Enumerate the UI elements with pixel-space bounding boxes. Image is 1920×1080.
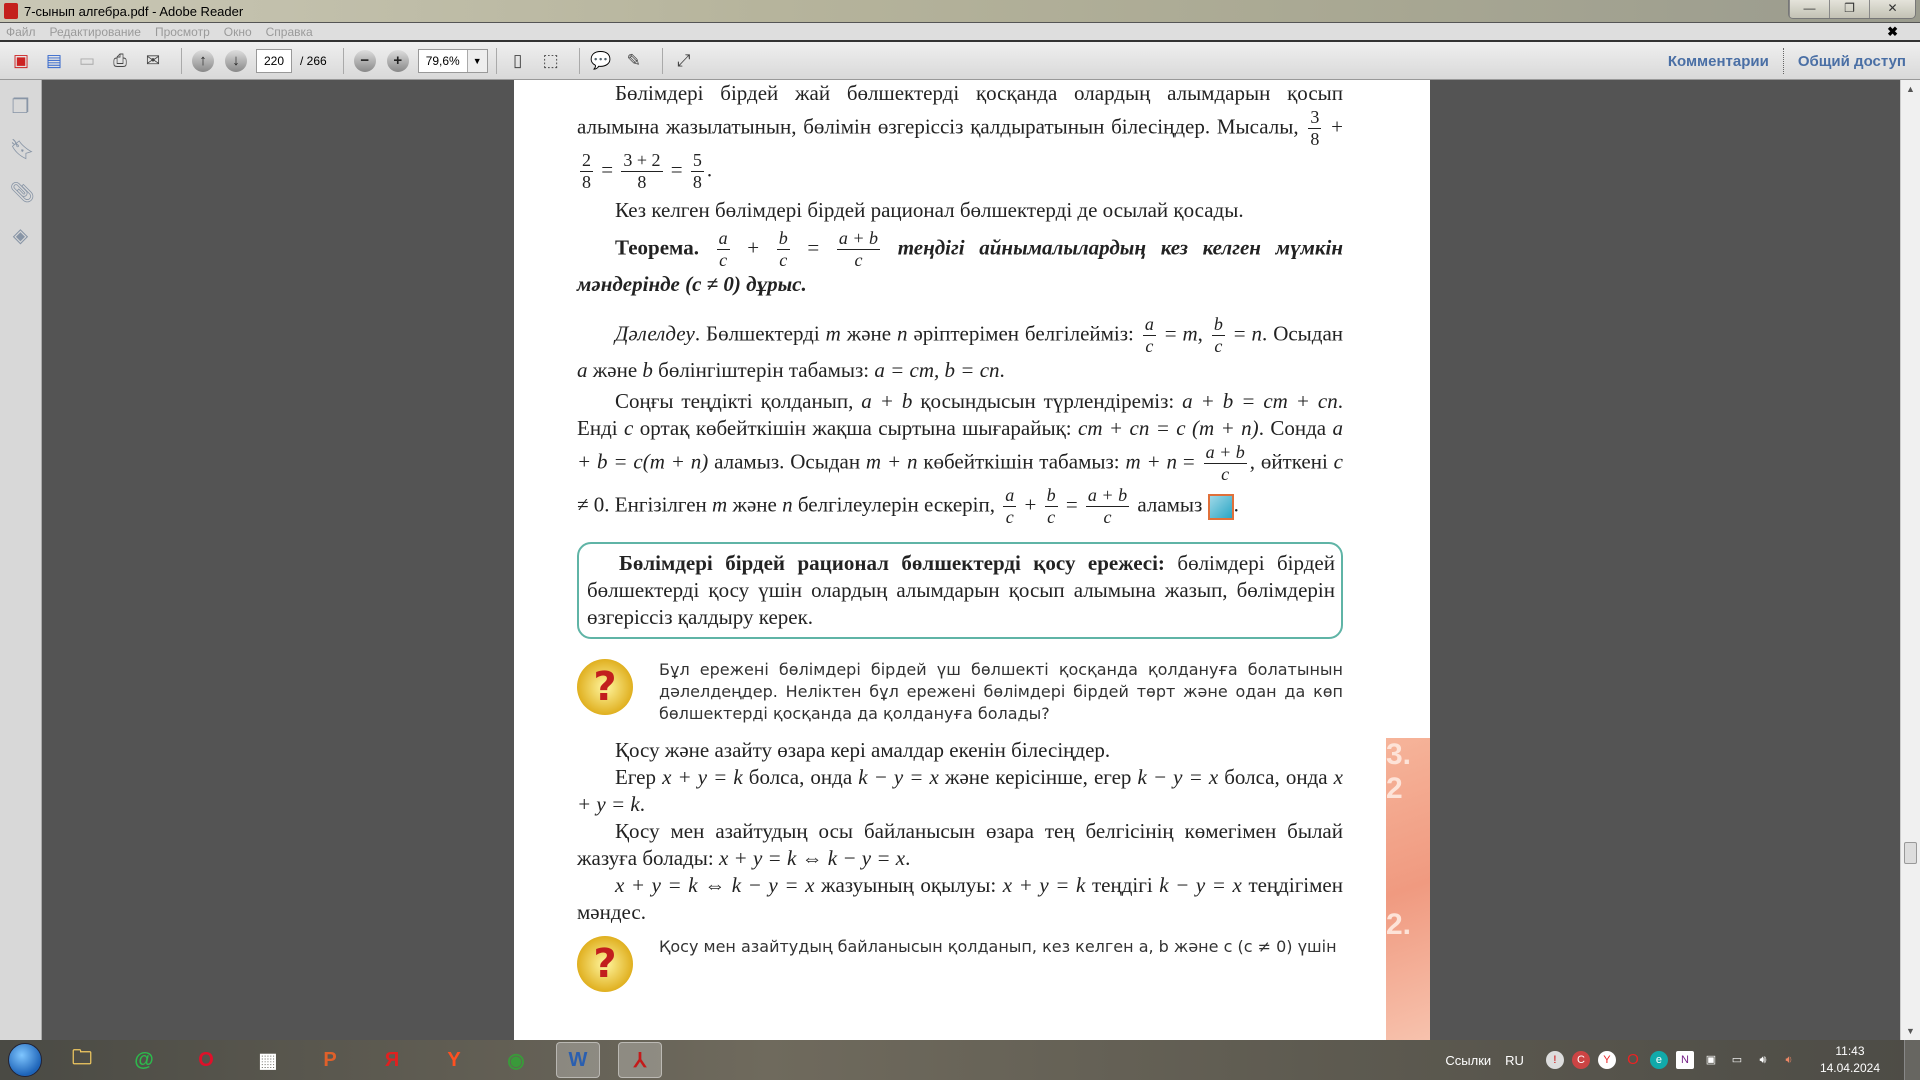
fit-width-icon[interactable]: ⬚ bbox=[542, 50, 559, 70]
denominator: c bbox=[1103, 507, 1112, 527]
math-italic: x + y = k bbox=[577, 765, 1343, 816]
text: болса, онда bbox=[1218, 765, 1334, 789]
yandex-icon[interactable]: Y bbox=[1598, 1051, 1616, 1069]
menu-help[interactable]: Справка bbox=[265, 24, 313, 39]
fraction bbox=[1003, 485, 1016, 528]
fraction bbox=[837, 228, 880, 271]
math-italic: a + b = c(m + n) bbox=[577, 416, 1344, 474]
text: көбейткішін табамыз: bbox=[917, 449, 1126, 474]
text: = bbox=[1158, 321, 1183, 346]
taskbar-chrome-icon[interactable]: ◉ bbox=[507, 1049, 525, 1072]
denominator: c bbox=[1145, 336, 1154, 356]
text: = bbox=[1177, 449, 1201, 474]
denominator: c bbox=[1005, 507, 1014, 527]
bold-text: Теорема. bbox=[615, 235, 714, 260]
denominator: c bbox=[779, 250, 788, 270]
pdf-page bbox=[514, 80, 1430, 1040]
chevron-down-icon[interactable]: ▼ bbox=[467, 50, 487, 72]
text: = bbox=[596, 157, 619, 182]
text: ортақ көбейткішін жақша сыртына шығарайық: bbox=[633, 416, 1079, 440]
text: және bbox=[727, 492, 783, 517]
text: , өйткені bbox=[1249, 449, 1334, 474]
question-text: Бұл ережені бөлімдері бірдей үш бөлшекті қосқанда қолдануға болатынын дәлелдеңдер. Неліктен бұл ережені бөлімдері бірдей төрт және одан да көп бөлшектерді қосқанда да қолдануға болады? bbox=[659, 660, 1343, 723]
text: және bbox=[587, 358, 643, 382]
text: . Енді bbox=[577, 389, 1344, 440]
paragraph bbox=[577, 737, 1343, 764]
text: + bbox=[1324, 114, 1343, 139]
question-block bbox=[577, 659, 1343, 725]
rule-title: Бөлімдері бірдей рационал бөлшектерді қосу ережесі: bbox=[619, 551, 1165, 575]
text: + bbox=[1019, 492, 1042, 517]
numerator: 2 bbox=[582, 150, 591, 170]
taskbar-powerpoint-icon[interactable]: P bbox=[323, 1048, 337, 1071]
numerator: a bbox=[1005, 485, 1015, 505]
show-desktop-button[interactable] bbox=[1904, 1040, 1920, 1080]
clock[interactable] bbox=[1820, 1043, 1880, 1077]
layers-icon[interactable]: ◈ bbox=[12, 225, 29, 247]
paragraph bbox=[577, 818, 1343, 872]
text: . Сонда bbox=[1258, 416, 1333, 440]
text: . bbox=[905, 846, 911, 870]
scroll-down-icon[interactable]: ▼ bbox=[1906, 1026, 1915, 1036]
adobe-reader-icon bbox=[4, 3, 18, 19]
text: Қосу мен азайтудың осы байланысын өзара тең белгісінің көмегімен былай жазуға болады: bbox=[577, 819, 1343, 870]
ccleaner-icon[interactable]: C bbox=[1572, 1051, 1590, 1069]
text: болса, онда bbox=[742, 765, 859, 789]
math-italic: c bbox=[1333, 449, 1343, 474]
menu-bar bbox=[0, 22, 1920, 42]
paragraph bbox=[577, 80, 1343, 193]
text: . bbox=[706, 157, 713, 182]
math-italic: x + y = k bbox=[662, 765, 743, 789]
eset-icon[interactable]: e bbox=[1650, 1051, 1668, 1069]
taskbar bbox=[0, 1040, 1920, 1080]
numerator: a bbox=[1144, 314, 1154, 334]
share-tab[interactable]: Общий доступ bbox=[1797, 52, 1906, 70]
math-italic: m bbox=[825, 321, 841, 346]
fraction bbox=[1212, 314, 1225, 357]
minimize-button[interactable]: — bbox=[1789, 0, 1829, 18]
math-italic: cm + cn = c (m + n) bbox=[1078, 416, 1259, 440]
math-italic: k − y = x bbox=[858, 765, 939, 789]
text: жазуының оқылуы: bbox=[814, 873, 1003, 897]
math-italic: b bbox=[642, 358, 653, 382]
math-italic: x + y = k ⇔ k − y = x bbox=[718, 846, 906, 870]
math-italic: n bbox=[782, 492, 793, 517]
math-italic: a + b = cm + cn bbox=[1182, 389, 1338, 413]
print-icon[interactable]: ⎙ bbox=[113, 50, 127, 70]
fraction bbox=[1045, 485, 1058, 528]
email-icon[interactable]: ✉ bbox=[145, 50, 161, 70]
display-icon[interactable]: ▣ bbox=[1705, 1054, 1717, 1066]
taskbar-yandex-icon[interactable]: Я bbox=[384, 1048, 400, 1071]
zoom-in-icon[interactable]: + bbox=[387, 50, 409, 72]
text: = bbox=[792, 235, 834, 260]
fullscreen-icon[interactable]: ⤢ bbox=[676, 50, 691, 70]
math-italic: m bbox=[1182, 321, 1198, 346]
text: Қосу және азайту өзара кері амалдар екенін білесіңдер. bbox=[615, 738, 1111, 762]
text: Бөлімдері бірдей жай бөлшектерді қосқанда олардың алымдарын қосып алымына жазылатынын, бөлімін өзгеріссіз қалдыратынын білесіңдер. Мысалы, bbox=[577, 81, 1343, 139]
text: . bbox=[1233, 492, 1239, 517]
text: . Бөлшектерді bbox=[694, 321, 826, 346]
onenote-icon[interactable]: N bbox=[1676, 1051, 1694, 1069]
rule-text: бөлімдері бірдей бөлшектерді қосу үшін олардың алымдарын қосып алымына жазып, бөлімдерін өзгеріссіз қалдыру керек. bbox=[587, 551, 1335, 629]
denominator: c bbox=[854, 250, 863, 270]
taskbar-word-icon[interactable]: W bbox=[556, 1042, 600, 1078]
scroll-up-icon[interactable]: ▲ bbox=[1906, 84, 1915, 94]
links-toolbar[interactable]: Ссылки bbox=[1445, 1052, 1492, 1068]
math-italic: Дәлелдеу bbox=[615, 321, 695, 346]
text: . bbox=[639, 792, 645, 816]
taskbar-explorer-icon[interactable]: 🗀 bbox=[72, 1047, 92, 1069]
numerator: 5 bbox=[692, 150, 702, 170]
taskbar-opera-icon[interactable]: O bbox=[198, 1048, 214, 1071]
text: және керісінше, егер bbox=[938, 765, 1138, 789]
zoom-out-icon[interactable]: − bbox=[354, 50, 376, 72]
menu-edit[interactable]: Редактирование bbox=[49, 24, 141, 39]
text: = bbox=[1227, 321, 1252, 346]
taskbar-adobe-reader-icon[interactable]: ⅄ bbox=[618, 1042, 662, 1078]
taskbar-app-window-icon[interactable]: ▦ bbox=[258, 1049, 278, 1072]
fraction bbox=[717, 228, 730, 271]
question-block bbox=[577, 936, 1343, 992]
math-italic: k − y = x bbox=[1137, 765, 1219, 789]
text: . bbox=[999, 358, 1005, 382]
denominator: 8 bbox=[637, 172, 647, 192]
denominator: c bbox=[1214, 336, 1223, 356]
attachment-icon[interactable]: 📎︎ bbox=[9, 182, 35, 204]
vertical-scrollbar[interactable] bbox=[1900, 80, 1920, 1040]
question-text: Қосу мен азайтудың байланысын қолданып, кез келген a, b және c (c ≠ 0) үшін bbox=[659, 937, 1337, 956]
fraction bbox=[691, 150, 704, 193]
edit-document-icon[interactable]: ▤ bbox=[45, 50, 63, 70]
paragraph bbox=[577, 764, 1343, 818]
math-italic: m + n bbox=[865, 449, 918, 474]
zoom-select[interactable] bbox=[418, 49, 488, 73]
comment-icon[interactable]: 💬 bbox=[590, 50, 612, 70]
paragraph bbox=[577, 388, 1343, 528]
menu-window[interactable]: Окно bbox=[223, 24, 252, 39]
math-italic: m + n bbox=[1125, 449, 1177, 474]
network-warning-icon[interactable]: ! bbox=[1546, 1051, 1564, 1069]
text: = bbox=[1060, 492, 1083, 517]
toolbar bbox=[0, 42, 1920, 80]
paragraph bbox=[577, 872, 1343, 926]
numerator: a + b bbox=[1205, 442, 1245, 462]
numerator: b bbox=[1046, 485, 1056, 505]
text: аламыз. Осыдан bbox=[708, 449, 866, 474]
title-bar bbox=[0, 0, 1920, 22]
fraction bbox=[1143, 314, 1156, 357]
numerator: a + b bbox=[838, 228, 879, 248]
denominator: 8 bbox=[1310, 129, 1320, 149]
numerator: b bbox=[778, 228, 788, 248]
numerator: a + b bbox=[1087, 485, 1128, 505]
restore-button[interactable]: ❐ bbox=[1829, 0, 1869, 18]
text: = bbox=[665, 157, 688, 182]
previous-page-icon[interactable]: ↑ bbox=[192, 50, 214, 72]
next-page-icon[interactable]: ↓ bbox=[225, 50, 247, 72]
menu-file[interactable]: Файл bbox=[6, 24, 36, 39]
text: теңдігімен мәндес. bbox=[577, 873, 1343, 924]
paragraph bbox=[577, 228, 1343, 298]
denominator: c bbox=[719, 250, 728, 270]
volume-icon[interactable]: 🔊︎ bbox=[1759, 1054, 1767, 1066]
close-button[interactable]: ✕ bbox=[1869, 0, 1915, 18]
numerator: 3 + 2 bbox=[623, 150, 661, 170]
text: және bbox=[840, 321, 898, 346]
text: теңдігі bbox=[1085, 873, 1160, 897]
page-number-input[interactable]: 220 bbox=[256, 49, 292, 73]
zoom-value[interactable]: 79,6% bbox=[425, 53, 460, 68]
taskbar-mail-agent-icon[interactable]: @ bbox=[134, 1048, 154, 1071]
text: + bbox=[732, 235, 774, 260]
denominator: 8 bbox=[582, 172, 591, 192]
math-italic: c bbox=[624, 416, 634, 440]
rule-box bbox=[577, 542, 1343, 639]
pages-icon[interactable]: ❐ bbox=[11, 96, 30, 118]
fraction bbox=[580, 150, 593, 193]
fraction bbox=[1308, 107, 1321, 150]
text: , bbox=[1197, 321, 1209, 346]
math-italic: n bbox=[1251, 321, 1263, 346]
fit-page-icon[interactable]: ▯ bbox=[513, 50, 523, 70]
text: Кез келген бөлімдері бірдей рационал бөлшектерді де осылай қосады. bbox=[615, 198, 1244, 222]
clock-date: 14.04.2024 bbox=[1819, 1061, 1880, 1075]
taskbar-yandex-browser-icon[interactable]: Y bbox=[447, 1048, 461, 1071]
math-italic: a = cm, b = cn bbox=[874, 358, 1000, 382]
text: қосындысын түрлендіреміз: bbox=[912, 389, 1183, 413]
math-italic: k − y = x bbox=[1159, 873, 1242, 897]
speaker-icon[interactable]: 🔉︎ bbox=[1785, 1054, 1793, 1066]
paragraph bbox=[577, 197, 1343, 224]
math-italic: m bbox=[712, 492, 728, 517]
math-italic: a + b bbox=[861, 389, 913, 413]
math-italic: x + y = k ⇔ k − y = x bbox=[615, 873, 815, 897]
fraction bbox=[777, 228, 790, 271]
navigation-pane bbox=[0, 80, 42, 1040]
create-pdf-icon[interactable]: ▣ bbox=[12, 50, 30, 70]
bold-italic-text: теңдігі айнымалылардың кез келген мүмкін мәндерінде (c ≠ 0) дұрыс. bbox=[577, 235, 1343, 296]
text: ≠ 0. Енгізілген bbox=[577, 492, 713, 517]
highlight-icon[interactable]: ✎ bbox=[626, 50, 641, 70]
text: әріптерімен белгілейміз: bbox=[907, 321, 1140, 346]
text: Соңғы теңдікті қолданып, bbox=[615, 389, 862, 413]
text: аламыз bbox=[1132, 492, 1208, 517]
text: бөлінгіштерін табамыз: bbox=[652, 358, 875, 382]
text: . Осыдан bbox=[1262, 321, 1344, 346]
opera-icon[interactable]: O bbox=[1627, 1051, 1639, 1068]
question-icon: ? bbox=[577, 659, 633, 715]
denominator: c bbox=[1047, 507, 1056, 527]
fraction bbox=[1086, 485, 1129, 528]
comments-tab[interactable]: Комментарии bbox=[1667, 52, 1769, 70]
math-italic: n bbox=[897, 321, 908, 346]
end-of-proof-icon bbox=[1208, 494, 1234, 520]
numerator: a bbox=[718, 228, 728, 248]
page-total: / 266 bbox=[300, 53, 327, 68]
question-icon: ? bbox=[577, 936, 633, 992]
system-tray bbox=[1445, 1040, 1880, 1080]
fraction bbox=[621, 150, 662, 193]
language-indicator[interactable]: RU bbox=[1505, 1052, 1524, 1068]
text: белгілеулерін ескеріп, bbox=[792, 492, 1001, 517]
fraction bbox=[1204, 442, 1247, 485]
network-icon[interactable]: ▭ bbox=[1731, 1054, 1743, 1066]
math-italic: x + y = k bbox=[1002, 873, 1086, 897]
paragraph bbox=[577, 314, 1343, 384]
close-document-icon[interactable]: ✖ bbox=[1887, 23, 1898, 39]
numerator: b bbox=[1213, 314, 1223, 334]
scroll-thumb[interactable] bbox=[1904, 842, 1917, 864]
denominator: c bbox=[1221, 464, 1230, 484]
save-icon[interactable]: ▭ bbox=[78, 50, 96, 70]
decorative-margin-image: 3. 2 2. bbox=[1386, 738, 1430, 1040]
window-title: 7-сынып алгебра.pdf - Adobe Reader bbox=[24, 3, 244, 19]
start-button[interactable] bbox=[8, 1043, 42, 1077]
clock-time: 11:43 bbox=[1835, 1044, 1865, 1058]
denominator: 8 bbox=[692, 172, 702, 192]
menu-view[interactable]: Просмотр bbox=[154, 24, 210, 39]
numerator: 3 bbox=[1310, 107, 1320, 127]
math-italic: a bbox=[577, 358, 588, 382]
text: Егер bbox=[615, 765, 663, 789]
bookmark-icon[interactable]: 🔖︎ bbox=[9, 139, 35, 161]
